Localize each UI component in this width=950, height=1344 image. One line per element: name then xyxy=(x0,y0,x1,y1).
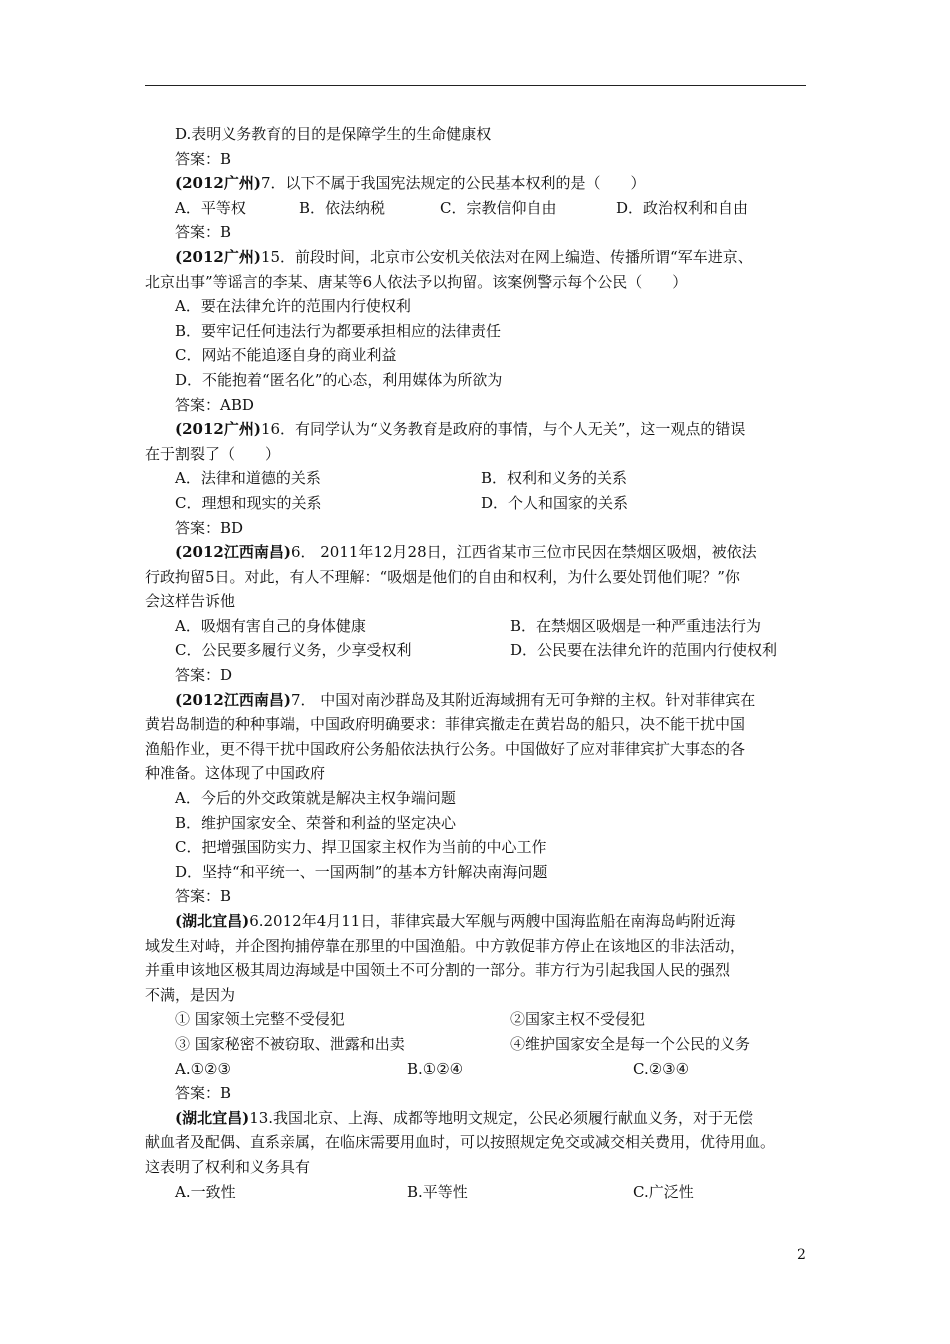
answer: 答案：B xyxy=(175,1084,232,1103)
answer: 答案：B xyxy=(175,887,232,906)
option-b: B．在禁烟区吸烟是一种严重违法行为 xyxy=(510,616,762,635)
option-b: B．权利和义务的关系 xyxy=(481,469,628,488)
question-source-tag: (湖北宜昌) xyxy=(175,912,250,930)
question-source-tag: (2012广州) xyxy=(175,174,261,193)
question-stem: (2012广州)16．有同学认为“义务教育是政府的事情，与个人无关”，这一观点的错误 xyxy=(175,420,746,439)
answer: 答案：BD xyxy=(175,518,244,537)
option-a: A．平等权 xyxy=(175,198,246,217)
option-d: D.表明义务教育的目的是保障学生的生命健康权 xyxy=(175,125,492,143)
item-4: ④维护国家安全是每一个公民的义务 xyxy=(510,1034,751,1053)
answer: 答案：D xyxy=(175,666,233,685)
question-stem-cont: 渔船作业，更不得干扰中国政府公务船依法执行公务。中国做好了应对菲律宾扩大事态的各 xyxy=(145,739,746,758)
option-c: C．网站不能追逐自身的商业利益 xyxy=(175,346,397,365)
question-stem-cont: 会这样告诉他 xyxy=(145,592,236,611)
option-b: B．要牢记任何违法行为都要承担相应的法律责任 xyxy=(175,321,502,340)
question-stem-cont: 在于割裂了（ ） xyxy=(145,444,281,463)
question-source-tag: (2012广州) xyxy=(175,420,261,439)
answer: 答案：B xyxy=(175,149,232,168)
options-row xyxy=(145,491,820,516)
options-row xyxy=(145,1057,820,1082)
page-number: 2 xyxy=(797,1247,806,1263)
item-1: ① 国家领土完整不受侵犯 xyxy=(175,1010,345,1029)
option-a: A．要在法律允许的范围内行使权利 xyxy=(175,297,411,316)
question-stem: (湖北宜昌)6.2012年4月11日，菲律宾最大军舰与两艘中国海监船在南海岛屿附近海 xyxy=(175,912,736,930)
option-d: D．个人和国家的关系 xyxy=(481,493,629,512)
question-source-tag: (2012江西南昌) xyxy=(175,690,291,709)
option-b: B．维护国家安全、荣誉和利益的坚定决心 xyxy=(175,813,457,832)
document-body xyxy=(145,122,820,1204)
items-row xyxy=(145,1007,820,1032)
options-row xyxy=(145,196,820,221)
question-stem: (湖北宜昌)13.我国北京、上海、成都等地明文规定，公民必须履行献血义务，对于无偿 xyxy=(175,1108,754,1127)
answer: 答案：B xyxy=(175,223,232,242)
question-stem-cont: 域发生对峙，并企图拘捕停靠在那里的中国渔船。中方敦促菲方停止在该地区的非法活动， xyxy=(145,936,746,955)
option-c: C．宗教信仰自由 xyxy=(440,198,557,217)
option-a: A．今后的外交政策就是解决主权争端问题 xyxy=(175,789,456,808)
question-stem: (2012广州)7．以下不属于我国宪法规定的公民基本权利的是（ ） xyxy=(175,174,646,193)
options-row xyxy=(145,1180,820,1205)
option-c: C.②③④ xyxy=(633,1059,690,1078)
option-c: C．公民要多履行义务，少享受权利 xyxy=(175,641,412,660)
option-d: D．政治权利和自由 xyxy=(616,198,749,217)
option-c: C.广泛性 xyxy=(633,1182,694,1201)
question-stem-cont: 种准备。这体现了中国政府 xyxy=(145,764,326,783)
option-c: C．把增强国防实力、捍卫国家主权作为当前的中心工作 xyxy=(175,838,547,857)
question-stem-cont: 并重申该地区极其周边海域是中国领土不可分割的一部分。菲方行为引起我国人民的强烈 xyxy=(145,961,731,980)
option-d: D．公民要在法律允许的范围内行使权利 xyxy=(510,641,778,660)
question-stem-cont: 北京出事”等谣言的李某、唐某等6人依法予以拘留。该案例警示每个公民（ ） xyxy=(145,272,688,291)
question-stem-cont: 献血者及配偶、直系亲属，在临床需要用血时，可以按照规定免交或减交相关费用，优待用血。 xyxy=(145,1133,776,1152)
question-source-tag: (2012广州) xyxy=(175,247,261,266)
option-c: C．理想和现实的关系 xyxy=(175,493,322,512)
answer: 答案：ABD xyxy=(175,395,254,414)
question-stem-cont: 黄岩岛制造的种种事端，中国政府明确要求：菲律宾撤走在黄岩岛的船只，决不能干扰中国 xyxy=(145,715,746,734)
question-stem: (2012广州)15．前段时间，北京市公安机关依法对在网上编造、传播所谓“军车进京、 xyxy=(175,247,753,266)
option-a: A．吸烟有害自己的身体健康 xyxy=(175,616,366,635)
question-stem: (2012江西南昌)6． 2011年12月28日，江西省某市三位市民因在禁烟区吸烟，被依法 xyxy=(175,543,757,562)
item-3: ③ 国家秘密不被窃取、泄露和出卖 xyxy=(175,1034,405,1053)
options-row xyxy=(145,614,820,639)
option-b: B.平等性 xyxy=(407,1182,468,1201)
question-source-tag: (2012江西南昌) xyxy=(175,543,291,562)
option-a: A．法律和道德的关系 xyxy=(175,469,321,488)
header-rule xyxy=(145,85,806,86)
question-stem-cont: 行政拘留5日。对此，有人不理解：“吸烟是他们的自由和权利，为什么要处罚他们呢？”你 xyxy=(145,567,740,586)
question-stem-cont: 不满，是因为 xyxy=(145,985,236,1004)
option-d: D．不能抱着“匿名化”的心态，利用媒体为所欲为 xyxy=(175,370,503,389)
question-source-tag: (湖北宜昌) xyxy=(175,1108,250,1127)
item-2: ②国家主权不受侵犯 xyxy=(510,1010,646,1029)
option-a: A.一致性 xyxy=(175,1182,236,1201)
question-stem: (2012江西南昌)7． 中国对南沙群岛及其附近海域拥有无可争辩的主权。针对菲律宾在 xyxy=(175,690,756,709)
options-row xyxy=(145,638,820,663)
items-row xyxy=(145,1032,820,1057)
option-b: B．依法纳税 xyxy=(299,198,386,217)
option-d: D．坚持“和平统一、一国两制”的基本方针解决南海问题 xyxy=(175,862,548,881)
option-b: B.①②④ xyxy=(407,1059,464,1078)
options-row xyxy=(145,466,820,491)
question-stem-cont: 这表明了权利和义务具有 xyxy=(145,1157,311,1176)
option-a: A.①②③ xyxy=(175,1059,231,1078)
